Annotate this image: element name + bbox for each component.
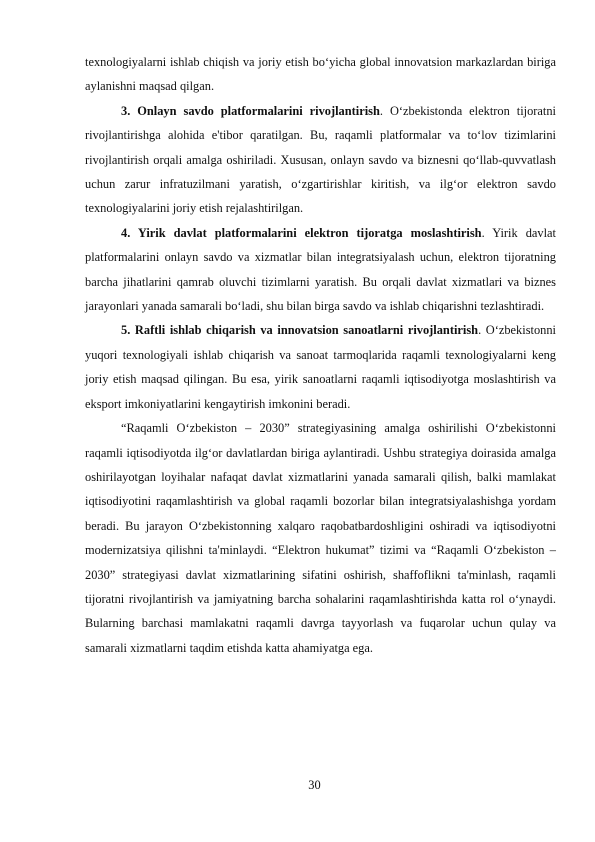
paragraph-text: . O‘zbekistonda elektron tijoratni rivojlantirishga alohida e'tibor qaratilgan. Bu, raqamli platformalar va to‘lov tizimlarini rivojlantirish orqali amalga oshiriladi. Xususan, onlayn savdo va biznesni qo‘llab-quvvatlash uchun zarur infratuzilmani yaratish, o‘zgartirishlar kiritish, va ilg‘or elektron savdo texnologiyalarini joriy etish rejalashtirilgan. (85, 103, 556, 216)
paragraph-strategy-summary (85, 416, 556, 660)
page-number: 30 (308, 778, 321, 792)
paragraph-text: . O‘zbekistonni yuqori texnologiyali ishlab chiqarish va sanoat tarmoqlarida raqamli texnologiyalarni keng joriy etish maqsad qilingan. Bu esa, yirik sanoatlarni raqamli iqtisodiyotga moslashtirish va eksport imkoniyatlarini kengaytirish imkonini beradi. (85, 323, 556, 411)
paragraph-state-platforms (85, 221, 556, 319)
paragraph-text: “Raqamli O‘zbekiston – 2030” strategiyasining amalga oshirilishi O‘zbekistonni raqamli iqtisodiyotda ilg‘or davlatlardan biriga aylantiradi. Ushbu strategiya doirasida amalga oshirilayotgan loyihalar nafaqat davlat xizmatlarini yanada samarali qilish, balki mamlakat iqtisodiyotini raqamlashtirish va global raqamli bozorlar bilan integratsiyalashishga yordam beradi. Bu jarayon O‘zbekistonning xalqaro raqobatbardoshligini oshiradi va iqtisodiyotni modernizatsiya qilishni ta'minlaydi. “Elektron hukumat” tizimi va “Raqamli O‘zbekiston – 2030” strategiyasi davlat xizmatlarining sifatini oshirish, shaffoflikni ta'minlash, raqamli tijoratni rivojlantirish va jamiyatning barcha sohalarini raqamlashtirishda katta rol o‘ynaydi. Bularning barchasi mamlakatni raqamli davrga tayyorlash va fuqarolar uchun qulay va samarali xizmatlarni taqdim etishda katta ahamiyatga ega. (85, 421, 556, 655)
paragraph-heading: 5. Raftli ishlab chiqarish va innovatsion sanoatlarni rivojlantirish (121, 323, 479, 338)
paragraph-text: texnologiyalarni ishlab chiqish va joriy etish bo‘yicha global innovatsion markazlardan biriga aylanishni maqsad qilgan. (85, 55, 556, 94)
paragraph-heading: 3. Onlayn savdo platformalarini rivojlantirish (121, 103, 380, 118)
paragraph-online-trade (85, 99, 556, 221)
paragraph-heading: 4. Yirik davlat platformalarini elektron tijoratga moslashtirish (121, 225, 482, 240)
paragraph-continuation (85, 50, 556, 99)
paragraph-innovative-industry (85, 318, 556, 416)
document-page (85, 50, 556, 660)
paragraph-text: . Yirik davlat platformalarini onlayn savdo va xizmatlar bilan integratsiyalash uchun, elektron tijoratning barcha jihatlarini qamrab oluvchi tizimlarni yaratish. Bu orqali davlat xizmatlari va biznes jarayonlari yanada samarali bo‘ladi, shu bilan birga savdo va ishlab chiqarishni tezlashtiradi. (85, 225, 556, 314)
